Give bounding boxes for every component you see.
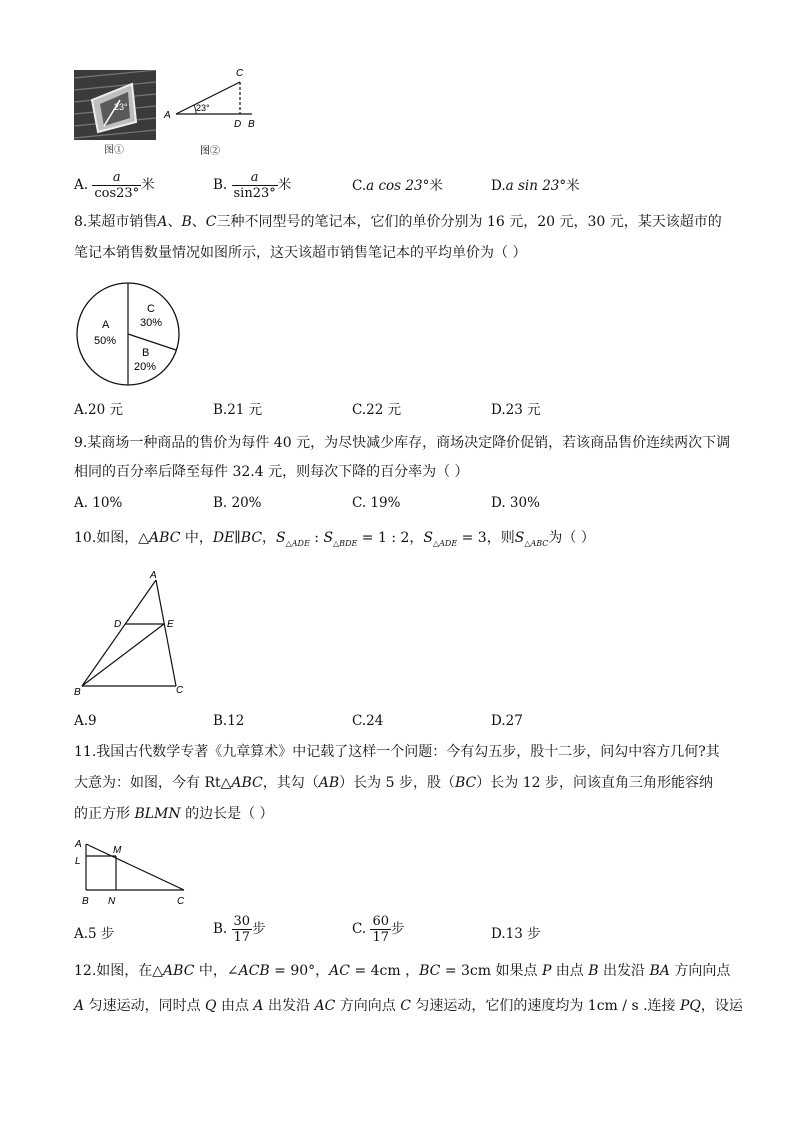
- q9-text-line1: 9.某商场一种商品的售价为每件 40 元，为尽快减少库存，商场决定降价促销，若该商品售价连续两次下调: [74, 435, 731, 451]
- q11-label-B: B: [82, 896, 89, 907]
- q10-option-b: B.12: [213, 713, 245, 729]
- q8-option-c: C.22 元: [352, 402, 402, 418]
- q11-square-in-triangle-diagram: [70, 834, 192, 910]
- q12-text-line1: 12.如图，在△ABC 中，∠ACB = 90°，AC = 4cm ，BC = 3cm 如果点 P 由点 B 出发沿 BA 方向向点: [74, 963, 731, 979]
- q11-label-L: L: [75, 856, 81, 867]
- pie-b-percent: 20%: [134, 361, 157, 373]
- pie-c-percent: 30%: [140, 317, 163, 329]
- q11-text-line3: 的正方形 BLMN 的边长是（ ）: [74, 806, 274, 822]
- q8-pie-chart: [74, 280, 186, 390]
- q10-option-a: A.9: [74, 713, 97, 729]
- photo-angle-label: 23°: [114, 102, 128, 112]
- q10-label-B: B: [74, 687, 81, 698]
- label-D: D: [234, 119, 242, 130]
- q11-option-d: D.13 步: [491, 926, 541, 942]
- q11-label-C: C: [177, 896, 185, 907]
- q10-label-C: C: [176, 685, 184, 696]
- q7-option-c: C.a cos 23°米: [352, 178, 443, 194]
- q11-text-line2: 大意为：如图，今有 Rt△ABC，其勾（AB）长为 5 步，股（BC）长为 12 步，问该直角三角形能容纳: [74, 775, 713, 791]
- q8-option-b: B.21 元: [213, 402, 263, 418]
- q8-option-d: D.23 元: [491, 402, 541, 418]
- q10-option-c: C.24: [352, 713, 384, 729]
- q9-option-a: A. 10%: [74, 495, 123, 511]
- figure-2-diagram: [160, 64, 270, 160]
- q12-text-line2: A 匀速运动，同时点 Q 由点 A 出发沿 AC 方向向点 C 匀速运动，它们的速度均为 1cm / s .连接 PQ，设运: [74, 998, 743, 1014]
- pie-a-label: A: [102, 319, 110, 331]
- q9-text-line2: 相同的百分率后降至每件 32.4 元，则每次下降的百分率为（ ）: [74, 464, 469, 480]
- pie-c-label: C: [147, 303, 155, 315]
- figure-1-photo: [74, 70, 156, 156]
- q9-option-c: C. 19%: [352, 495, 401, 511]
- label-A: A: [164, 110, 171, 121]
- q7-option-d: D.a sin 23°米: [491, 178, 580, 194]
- q11-label-M: M: [113, 845, 122, 856]
- q11-option-c: C. $\frac{60}{17}$ 步: [352, 914, 405, 945]
- pie-b-label: B: [142, 347, 150, 359]
- q8-text-line2: 笔记本销售数量情况如图所示，这天该超市销售笔记本的平均单价为（ ）: [74, 245, 527, 261]
- q7-option-a: A. $\frac{a}{\cos 23^\circ}$ 米: [74, 170, 155, 201]
- figure-1-caption: 图①: [104, 145, 124, 156]
- q10-label-E: E: [167, 619, 174, 630]
- q9-option-b: B. 20%: [213, 495, 262, 511]
- q8-option-a: A.20 元: [74, 402, 124, 418]
- q10-label-D: D: [114, 619, 122, 630]
- q9-option-d: D. 30%: [491, 495, 540, 511]
- q10-triangle-diagram: [70, 566, 200, 700]
- q10-label-A: A: [150, 570, 157, 581]
- angle-23: 23°: [196, 103, 210, 113]
- q7-option-b: B. $\frac{a}{\sin 23^\circ}$ 米: [213, 170, 292, 201]
- q11-label-A: A: [75, 839, 82, 850]
- q11-text-line1: 11.我国古代数学专著《九章算术》中记载了这样一个问题：今有勾五步，股十二步，问勾中容方几何?其: [74, 744, 720, 760]
- label-C: C: [236, 68, 244, 79]
- label-B: B: [248, 119, 255, 130]
- q11-option-b: B. $\frac{30}{17}$ 步: [213, 914, 266, 945]
- q11-option-a: A.5 步: [74, 926, 115, 942]
- q11-label-N: N: [108, 896, 116, 907]
- pie-a-percent: 50%: [94, 335, 117, 347]
- figure-2-caption: 图②: [200, 146, 220, 157]
- q10-text: 10.如图，△ABC 中，DE∥BC，$S_{\triangle ADE}$ : $S_{\triangle BDE} = 1$ : 2，$S_{\triangle ADE} = 3$，则$S_{\triangle ABC}$为（ ）: [74, 530, 595, 548]
- q10-option-d: D.27: [491, 713, 523, 729]
- q8-text-line1: 8.某超市销售A、B、C三种不同型号的笔记本，它们的单价分别为 16 元，20 元，30 元，某天该超市的: [74, 214, 722, 230]
